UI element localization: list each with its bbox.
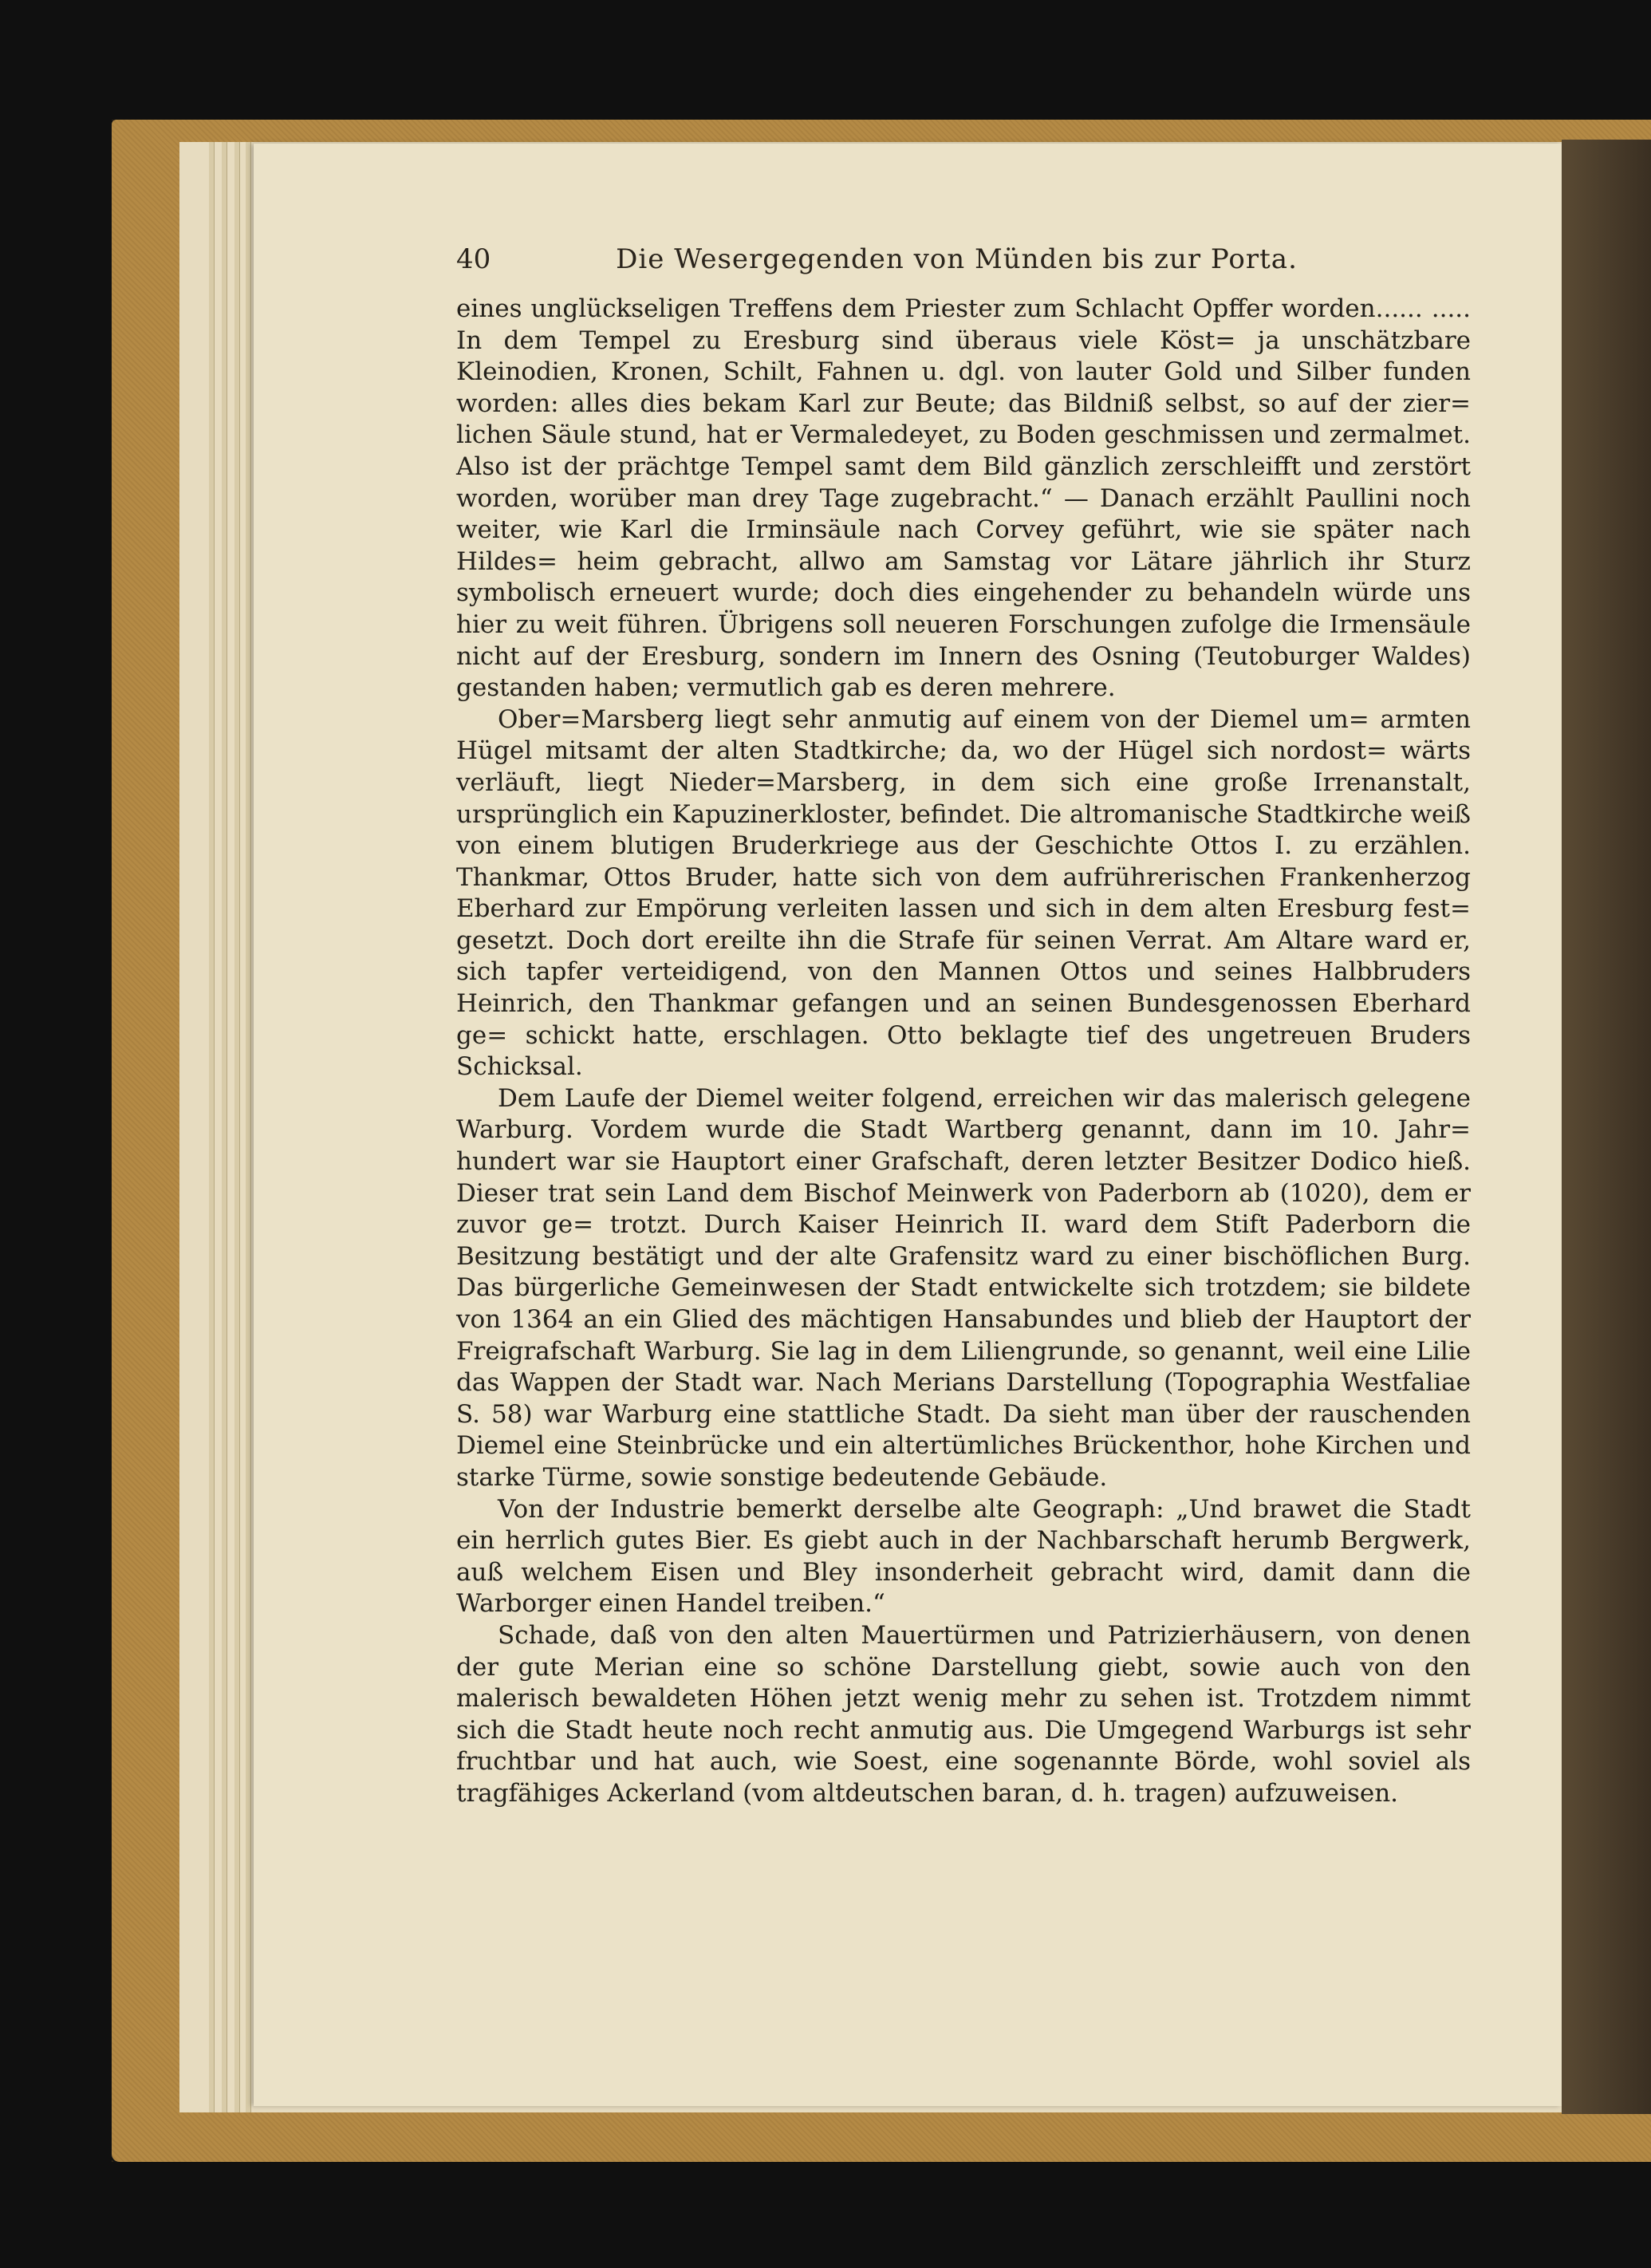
page-edge	[234, 142, 240, 2112]
page-edge	[209, 142, 215, 2112]
paragraph: eines unglückseligen Treffens dem Priester zum Schlacht Opffer worden...... ..... In dem Tempel zu Eresburg sind überaus viele Köst= ja unschätzbare Kleinodien, Kronen, Schilt, Fahnen u. dgl. von lauter Gold und Silber funden worden: alles dies bekam Karl zur Beute; das Bildniß selbst, so auf der zier= lichen Säule stund, hat er Vermaledeyet, zu Boden geschmissen und zermalmet. Also ist der prächtge Tempel samt dem Bild gänzlich zerschleifft und zerstört worden, worüber man drey Tage zugebracht.“ — Danach erzählt Paullini noch weiter, wie Karl die Irminsäule nach Corvey geführt, wie sie später nach Hildes= heim gebracht, allwo am Samstag vor Lätare jährlich ihr Sturz symbolisch erneuert wurde; doch dies eingehender zu behandeln würde uns hier zu weit führen. Übrigens soll neueren Forschungen zufolge die Irmensäule nicht auf der Eresburg, sondern im Innern des Osning (Teutoburger Waldes) gestanden haben; vermutlich gab es deren mehrere.	[456, 294, 1471, 703]
page-number: 40	[456, 243, 491, 275]
paragraph: Schade, daß von den alten Mauertürmen und Patrizierhäusern, von denen der gute Merian eine so schöne Darstellung giebt, sowie auch von den malerisch bewaldeten Höhen jetzt wenig mehr zu sehen ist. Trotzdem nimmt sich die Stadt heute noch recht anmutig aus. Die Umgegend Warburgs ist sehr fruchtbar und hat auch, wie Soest, eine sogenannte Börde, wohl soviel als tragfähiges Ackerland (vom altdeutschen baran, d. h. tragen) aufzuweisen.	[456, 1620, 1471, 1808]
paragraph: Von der Industrie bemerkt derselbe alte Geograph: „Und brawet die Stadt ein herrlich gutes Bier. Es giebt auch in der Nachbarschaft herumb Bergwerk, auß welchem Eisen und Bley insonderheit gebracht wird, damit dann die Warborger einen Handel treiben.“	[456, 1494, 1471, 1619]
paragraph: Ober=Marsberg liegt sehr anmutig auf einem von der Diemel um= armten Hügel mitsamt der alten Stadtkirche; da, wo der Hügel sich nordost= wärts verläuft, liegt Nieder=Marsberg, in dem sich eine große Irrenanstalt, ursprünglich ein Kapuzinerkloster, befindet. Die altromanische Stadtkirche weiß von einem blutigen Bruderkriege aus der Geschichte Ottos I. zu erzählen. Thankmar, Ottos Bruder, hatte sich von dem aufrührerischen Frankenherzog Eberhard zur Empörung verleiten lassen und sich in dem alten Eresburg fest= gesetzt. Doch dort ereilte ihn die Strafe für seinen Verrat. Am Altare ward er, sich tapfer verteidigend, von den Mannen Ottos und seines Halbbruders Heinrich, den Thankmar gefangen und an seinen Bundesgenossen Eberhard ge= schickt hatte, erschlagen. Otto beklagte tief des ungetreuen Bruders Schicksal.	[456, 704, 1471, 1082]
page-edge	[222, 142, 227, 2112]
book-fore-edge	[1562, 140, 1651, 2114]
page-edge	[246, 142, 251, 2112]
body-text	[456, 294, 1471, 1969]
paragraph: Dem Laufe der Diemel weiter folgend, erreichen wir das malerisch gelegene Warburg. Vordem wurde die Stadt Wartberg genannt, dann im 10. Jahr= hundert war sie Hauptort einer Grafschaft, deren letzter Besitzer Dodico hieß. Dieser trat sein Land dem Bischof Meinwerk von Paderborn ab (1020), dem er zuvor ge= trotzt. Durch Kaiser Heinrich II. ward dem Stift Paderborn die Besitzung bestätigt und der alte Grafensitz ward zu einer bischöflichen Burg. Das bürgerliche Gemeinwesen der Stadt entwickelte sich trotzdem; sie bildete von 1364 an ein Glied des mächtigen Hansabundes und blieb der Hauptort der Freigrafschaft Warburg. Sie lag in dem Liliengrunde, so genannt, weil eine Lilie das Wappen der Stadt war. Nach Merians Darstellung (Topographia Westfaliae S. 58) war Warburg eine stattliche Stadt. Da sieht man über der rauschenden Diemel eine Steinbrücke und ein altertümliches Brückenthor, hohe Kirchen und starke Türme, sowie sonstige bedeutende Gebäude.	[456, 1083, 1471, 1492]
page-header	[456, 243, 1457, 291]
running-title: Die Wesergegenden von Münden bis zur Porta.	[616, 243, 1298, 275]
